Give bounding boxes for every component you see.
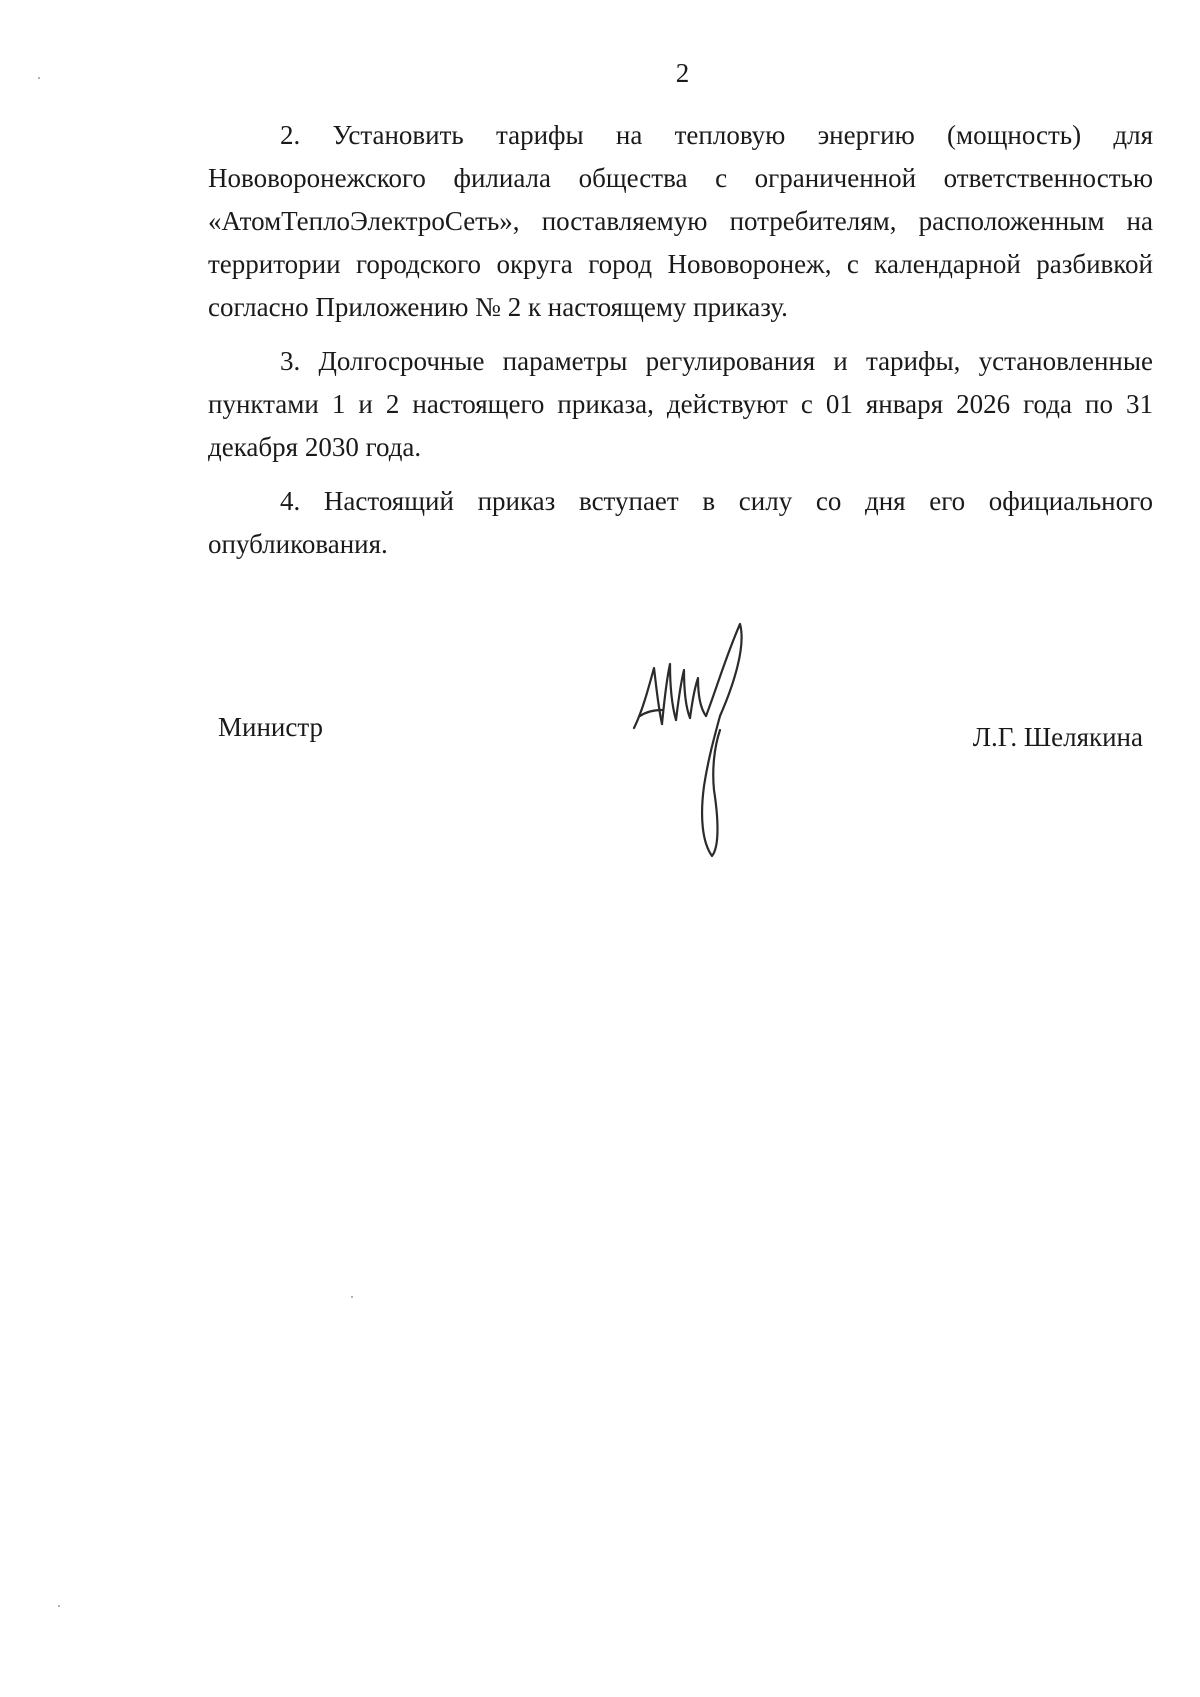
- handwritten-signature: [628, 620, 768, 860]
- page-number: 2: [675, 58, 690, 88]
- scan-speck: [351, 1296, 353, 1298]
- signature-block: [208, 620, 1153, 860]
- scan-speck: [58, 1605, 60, 1607]
- paragraph-item-3: 3. Долгосрочные параметры регулирования и тарифы, установленные пунктами 1 и 2 настоящего приказа, действуют с 01 января 2026 года по 31 декабря 2030 года.: [208, 346, 1153, 462]
- paragraph-item-4: 4. Настоящий приказ вступает в силу со дня его официального опубликования.: [208, 486, 1153, 559]
- paragraph-item-2: 2. Установить тарифы на тепловую энергию (мощность) для Нововоронежского филиала общества с ограниченной ответственностью «АтомТеплоЭлектроСеть», поставляемую потребителям, расположенным на территории городского округа город Нововоронеж, с календарной разбивкой согласно Приложению № 2 к настоящему приказу.: [208, 120, 1153, 322]
- scan-speck: [38, 77, 40, 79]
- signer-name: Л.Г. Шелякина: [972, 722, 1143, 752]
- document-body: [208, 114, 1153, 566]
- position-title: Министр: [218, 712, 323, 742]
